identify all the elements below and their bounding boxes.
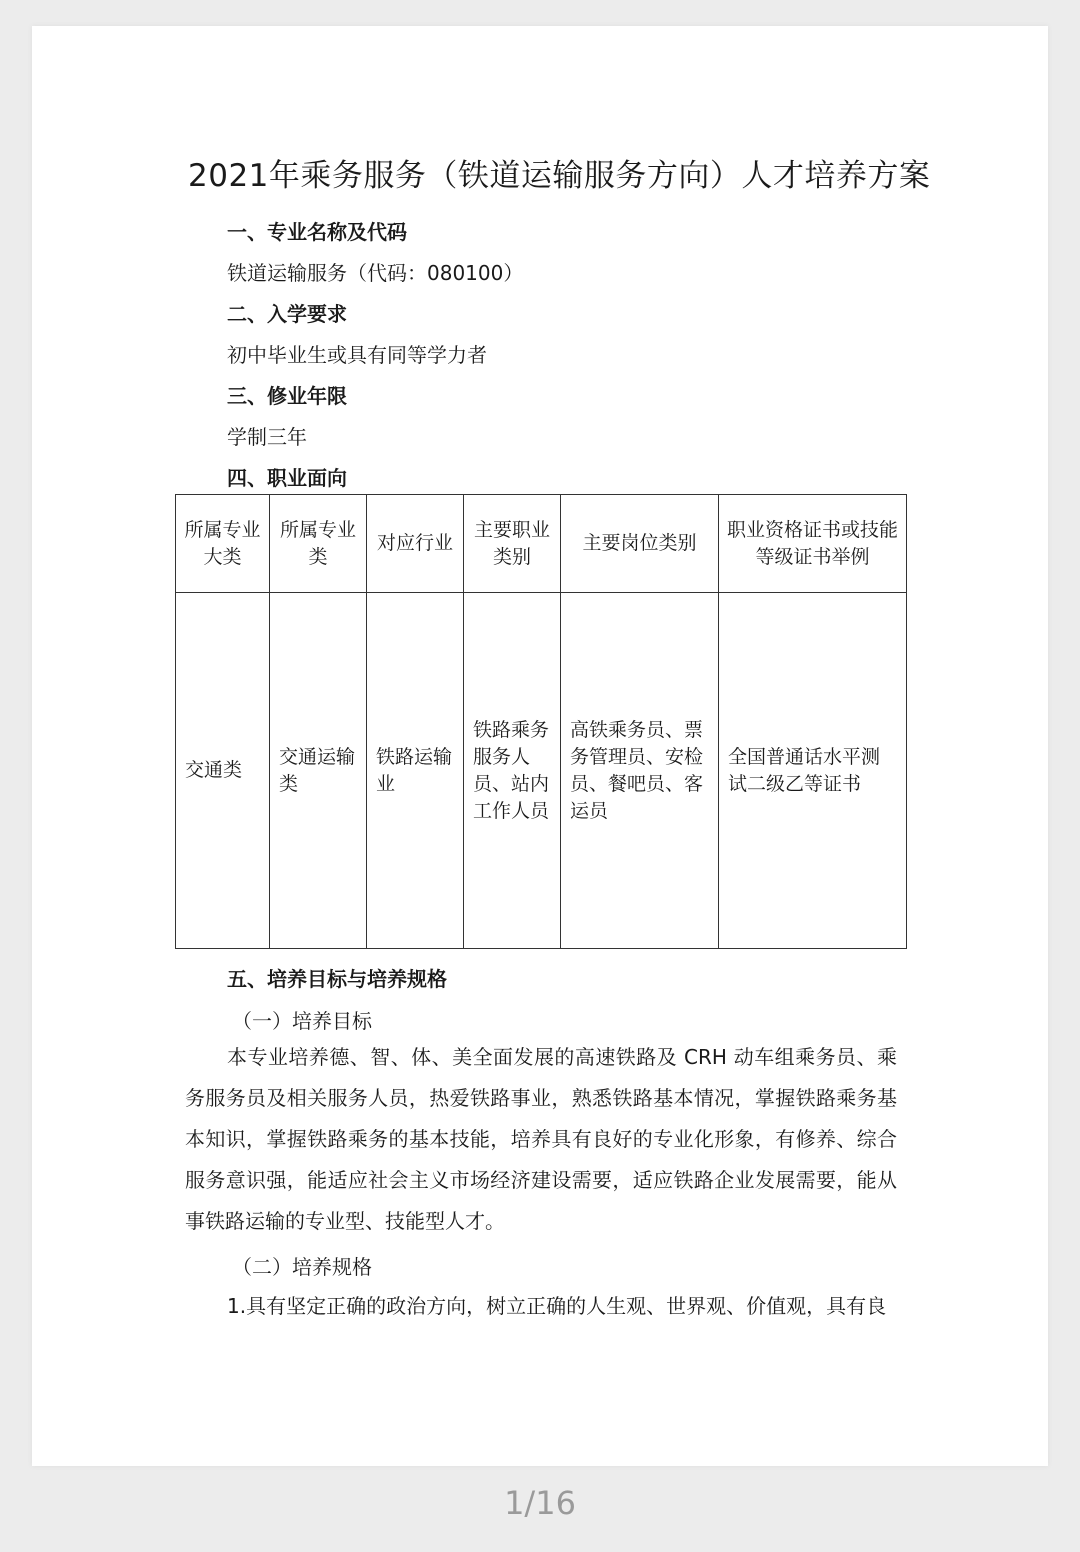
section-3-heading: 三、修业年限 (227, 384, 347, 408)
goal-paragraph: 本专业培养德、智、体、美全面发展的高速铁路及 CRH 动车组乘务员、乘务服务员及相关服务人员，热爱铁路事业，熟悉铁路基本情况，掌握铁路乘务基本知识，掌握铁路乘务的基本技能，培养具有良好的专业化形象，有修养、综合服务意识强，能适应社会主义市场经济建设需要，适应铁路企业发展需要，能从事铁路运输的专业型、技能型人才。 (185, 1045, 897, 1233)
table-cell: 铁路运输业 (367, 593, 464, 949)
document-title: 2021年乘务服务（铁道运输服务方向）人才培养方案 (188, 158, 931, 194)
table-cell: 铁路乘务服务人员、站内工作人员 (464, 593, 561, 949)
section-3-text: 学制三年 (227, 425, 307, 449)
table-header-cell: 所属专业大类 (176, 495, 270, 593)
section-5-heading: 五、培养目标与培养规格 (227, 967, 447, 991)
subsection-goal-heading: （一）培养目标 (232, 1009, 372, 1033)
section-4-heading: 四、职业面向 (227, 466, 347, 490)
table-cell: 交通类 (176, 593, 270, 949)
table-row (176, 593, 907, 949)
table-cell: 全国普通话水平测试二级乙等证书 (719, 593, 907, 949)
table-header-cell: 所属专业类 (270, 495, 367, 593)
table-header-cell: 主要职业类别 (464, 495, 561, 593)
section-1-heading: 一、专业名称及代码 (227, 220, 407, 244)
occupation-table (175, 494, 907, 949)
table-cell: 高铁乘务员、票务管理员、安检员、餐吧员、客运员 (561, 593, 719, 949)
table-header-row (176, 495, 907, 593)
table-header-cell: 对应行业 (367, 495, 464, 593)
subsection-spec-heading: （二）培养规格 (232, 1255, 372, 1279)
section-2-heading: 二、入学要求 (227, 302, 347, 326)
table-header-cell: 主要岗位类别 (561, 495, 719, 593)
page-indicator: 1/16 (504, 1484, 576, 1522)
table-header-cell: 职业资格证书或技能等级证书举例 (719, 495, 907, 593)
spec-item-1: 1.具有坚定正确的政治方向，树立正确的人生观、世界观、价值观，具有良 (227, 1294, 887, 1318)
section-2-text: 初中毕业生或具有同等学力者 (227, 343, 487, 367)
section-1-text: 铁道运输服务（代码：080100） (227, 261, 524, 285)
table-cell: 交通运输类 (270, 593, 367, 949)
